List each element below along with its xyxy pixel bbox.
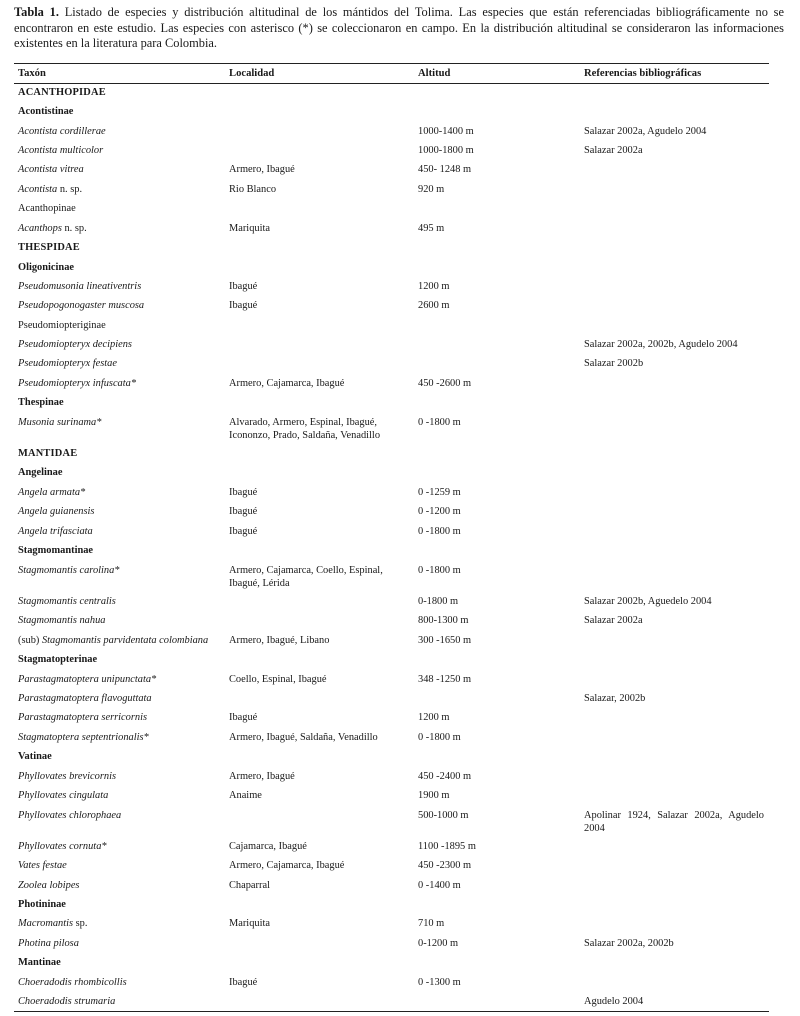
taxon-cell xyxy=(18,918,223,931)
species-name: Stagmomantis nahua xyxy=(18,615,106,626)
taxon-cell xyxy=(18,223,223,236)
taxon-cell xyxy=(18,545,223,558)
taxon-cell xyxy=(18,378,223,391)
species-name: Phyllovates brevicornis xyxy=(18,771,117,782)
subfamily-name: Pseudomiopteriginae xyxy=(18,320,106,331)
taxon-prefix: (sub) xyxy=(18,635,42,646)
altitude-cell: 0 -1800 m xyxy=(418,732,461,743)
caption-label: Tabla 1. xyxy=(14,5,59,19)
table-header-rule xyxy=(14,83,769,84)
taxon-cell xyxy=(18,751,223,764)
locality-cell: Armero, Cajamarca, Coello, Espinal, Ibagué, Lérida xyxy=(229,565,383,589)
species-name: Parastagmatoptera serricornis xyxy=(18,712,148,723)
taxon-cell xyxy=(18,203,223,216)
altitude-cell: 0-1800 m xyxy=(418,596,459,607)
locality-cell: Cajamarca, Ibagué xyxy=(229,841,307,852)
species-name: Macromantis xyxy=(18,918,74,929)
locality-cell: Armero, Ibagué, Saldaña, Venadillo xyxy=(229,732,378,743)
taxon-cell xyxy=(18,996,223,1009)
locality-cell: Armero, Ibagué xyxy=(229,771,295,782)
locality-cell: Ibagué xyxy=(229,300,258,311)
subfamily-name: Stagmatopterinae xyxy=(18,654,98,665)
species-name: Stagmomantis centralis xyxy=(18,596,116,607)
taxon-cell xyxy=(18,899,223,912)
taxon-cell xyxy=(18,635,223,648)
references-cell: Agudelo 2004 xyxy=(584,996,644,1007)
species-name: Phyllovates chlorophaea xyxy=(18,810,122,821)
taxon-cell xyxy=(18,487,223,500)
species-name: Parastagmatoptera flavoguttata xyxy=(18,693,152,704)
species-name: Angela armata* xyxy=(18,487,86,498)
species-name: Pseudopogonogaster muscosa xyxy=(18,300,145,311)
locality-cell: Ibagué xyxy=(229,506,258,517)
altitude-cell: 450 -2300 m xyxy=(418,860,472,871)
altitude-cell: 0 -1800 m xyxy=(418,565,461,576)
locality-cell: Chaparral xyxy=(229,880,270,891)
family-name: ACANTHOPIDAE xyxy=(18,87,106,98)
taxon-cell xyxy=(18,467,223,480)
header-locality: Localidad xyxy=(229,68,275,79)
taxon-cell xyxy=(18,242,223,255)
altitude-cell: 0 -1800 m xyxy=(418,417,461,428)
taxon-cell xyxy=(18,977,223,990)
species-name: Acanthops xyxy=(18,223,62,234)
subfamily-name: Photininae xyxy=(18,899,66,910)
subfamily-name: Stagmomantinae xyxy=(18,545,94,556)
taxon-cell xyxy=(18,300,223,313)
species-name: Stagmomantis carolina* xyxy=(18,565,120,576)
species-name: Angela guianensis xyxy=(18,506,95,517)
species-name: Angela trifasciata xyxy=(18,526,93,537)
altitude-cell: 1100 -1895 m xyxy=(418,841,476,852)
references-cell: Salazar 2002a xyxy=(584,145,643,156)
altitude-cell: 0 -1400 m xyxy=(418,880,461,891)
species-name: Stagmomantis parvidentata colombiana xyxy=(41,635,209,646)
altitude-cell: 1000-1400 m xyxy=(418,126,474,137)
altitude-cell: 1900 m xyxy=(418,790,450,801)
species-name: Choeradodis strumaria xyxy=(18,996,116,1007)
subfamily-name: Mantinae xyxy=(18,957,61,968)
species-name: Vates festae xyxy=(18,860,67,871)
altitude-cell: 1200 m xyxy=(418,712,450,723)
species-name: Stagmatoptera septentrionalis* xyxy=(18,732,149,743)
taxon-cell xyxy=(18,506,223,519)
species-name: Acontista vitrea xyxy=(18,164,84,175)
locality-cell: Alvarado, Armero, Espinal, Ibagué, Icononzo, Prado, Saldaña, Venadillo xyxy=(229,417,381,441)
locality-cell: Mariquita xyxy=(229,918,270,929)
altitude-cell: 348 -1250 m xyxy=(418,674,472,685)
locality-cell: Armero, Cajamarca, Ibagué xyxy=(229,860,345,871)
family-name: MANTIDAE xyxy=(18,448,78,459)
taxon-cell xyxy=(18,281,223,294)
locality-cell: Ibagué xyxy=(229,487,258,498)
altitude-cell: 0 -1300 m xyxy=(418,977,461,988)
locality-cell: Ibagué xyxy=(229,526,258,537)
taxon-cell xyxy=(18,126,223,139)
species-name: Acontista multicolor xyxy=(18,145,104,156)
altitude-cell: 450 -2600 m xyxy=(418,378,472,389)
references-cell: Salazar 2002a, 2002b xyxy=(584,938,674,949)
species-name: Parastagmatoptera unipunctata* xyxy=(18,674,157,685)
altitude-cell: 300 -1650 m xyxy=(418,635,472,646)
altitude-cell: 0-1200 m xyxy=(418,938,459,949)
subfamily-name: Oligonicinae xyxy=(18,262,74,273)
species-name: Zoolea lobipes xyxy=(18,880,80,891)
locality-cell: Armero, Cajamarca, Ibagué xyxy=(229,378,345,389)
altitude-cell: 450- 1248 m xyxy=(418,164,472,175)
species-name: Phyllovates cingulata xyxy=(18,790,109,801)
locality-cell: Anaime xyxy=(229,790,262,801)
taxon-cell xyxy=(18,732,223,745)
taxon-cell xyxy=(18,712,223,725)
taxon-cell xyxy=(18,397,223,410)
altitude-cell: 2600 m xyxy=(418,300,450,311)
locality-cell: Mariquita xyxy=(229,223,270,234)
table-caption xyxy=(14,5,784,52)
references-cell: Salazar, 2002b xyxy=(584,693,646,704)
altitude-cell: 710 m xyxy=(418,918,445,929)
locality-cell: Rio Blanco xyxy=(229,184,277,195)
taxon-cell xyxy=(18,771,223,784)
subfamily-name: Vatinae xyxy=(18,751,52,762)
references-cell: Salazar 2002a xyxy=(584,615,643,626)
taxon-cell xyxy=(18,262,223,275)
altitude-cell: 1200 m xyxy=(418,281,450,292)
altitude-cell: 0 -1259 m xyxy=(418,487,461,498)
taxon-cell xyxy=(18,957,223,970)
taxon-cell xyxy=(18,87,223,100)
taxon-cell xyxy=(18,339,223,352)
table-top-rule xyxy=(14,63,769,64)
taxon-cell xyxy=(18,615,223,628)
species-name: Acontista xyxy=(18,184,58,195)
altitude-cell: 920 m xyxy=(418,184,445,195)
taxon-cell xyxy=(18,106,223,119)
taxon-cell xyxy=(18,448,223,461)
taxon-cell xyxy=(18,565,223,578)
header-altitude: Altitud xyxy=(418,68,451,79)
altitude-cell: 0 -1200 m xyxy=(418,506,461,517)
locality-cell: Armero, Ibagué, Libano xyxy=(229,635,330,646)
taxon-cell xyxy=(18,860,223,873)
altitude-cell: 500-1000 m xyxy=(418,810,469,821)
taxon-cell xyxy=(18,417,223,430)
species-name: Photina pilosa xyxy=(18,938,79,949)
locality-cell: Ibagué xyxy=(229,712,258,723)
subfamily-name: Angelinae xyxy=(18,467,63,478)
species-name: Pseudomusonia lineativentris xyxy=(18,281,142,292)
caption-text: Listado de especies y distribución altitudinal de los mántidos del Tolima. Las especies que están referenciadas bibliográficamente no se encontraron en este estudio. Las especies con asterisco (*) se coleccionaron en campo. En la distribución altitudinal se consideraron las informaciones existentes en la literatura para Colombia. xyxy=(14,5,784,51)
table-bottom-rule xyxy=(14,1011,769,1012)
subfamily-name: Acanthopinae xyxy=(18,203,76,214)
locality-cell: Armero, Ibagué xyxy=(229,164,295,175)
references-cell: Salazar 2002b, Aguedelo 2004 xyxy=(584,596,712,607)
locality-cell: Ibagué xyxy=(229,977,258,988)
header-references: Referencias bibliográficas xyxy=(584,68,702,79)
family-name: THESPIDAE xyxy=(18,242,80,253)
references-cell: Salazar 2002a, Agudelo 2004 xyxy=(584,126,707,137)
taxon-cell xyxy=(18,320,223,333)
altitude-cell: 800-1300 m xyxy=(418,615,469,626)
subfamily-name: Acontistinae xyxy=(18,106,74,117)
references-cell: Salazar 2002a, 2002b, Agudelo 2004 xyxy=(584,339,738,350)
taxon-cell xyxy=(18,145,223,158)
species-name: Pseudomiopteryx infuscata* xyxy=(18,378,137,389)
species-name: Musonia surinama* xyxy=(18,417,102,428)
taxon-cell xyxy=(18,596,223,609)
taxon-cell xyxy=(18,358,223,371)
subfamily-name: Thespinae xyxy=(18,397,64,408)
species-name: Pseudomiopteryx decipiens xyxy=(18,339,132,350)
altitude-cell: 1000-1800 m xyxy=(418,145,474,156)
taxon-cell xyxy=(18,184,223,197)
taxon-suffix: n. sp. xyxy=(57,184,83,195)
taxon-cell xyxy=(18,938,223,951)
species-name: Choeradodis rhombicollis xyxy=(18,977,127,988)
taxon-cell xyxy=(18,880,223,893)
altitude-cell: 450 -2400 m xyxy=(418,771,472,782)
altitude-cell: 495 m xyxy=(418,223,445,234)
references-cell: Salazar 2002b xyxy=(584,358,644,369)
taxon-cell xyxy=(18,526,223,539)
taxon-cell xyxy=(18,841,223,854)
locality-cell: Ibagué xyxy=(229,281,258,292)
species-name: Acontista cordillerae xyxy=(18,126,106,137)
taxon-cell xyxy=(18,693,223,706)
taxon-suffix: sp. xyxy=(73,918,88,929)
taxon-cell xyxy=(18,790,223,803)
locality-cell: Coello, Espinal, Ibagué xyxy=(229,674,327,685)
taxon-suffix: n. sp. xyxy=(61,223,87,234)
taxon-cell xyxy=(18,674,223,687)
taxon-cell xyxy=(18,164,223,177)
taxon-cell xyxy=(18,810,223,823)
altitude-cell: 0 -1800 m xyxy=(418,526,461,537)
references-cell: Apolinar 1924, Salazar 2002a, Agudelo 2004 xyxy=(584,810,764,834)
species-name: Pseudomiopteryx festae xyxy=(18,358,117,369)
header-taxon: Taxón xyxy=(18,68,46,79)
species-name: Phyllovates cornuta* xyxy=(18,841,107,852)
taxon-cell xyxy=(18,654,223,667)
